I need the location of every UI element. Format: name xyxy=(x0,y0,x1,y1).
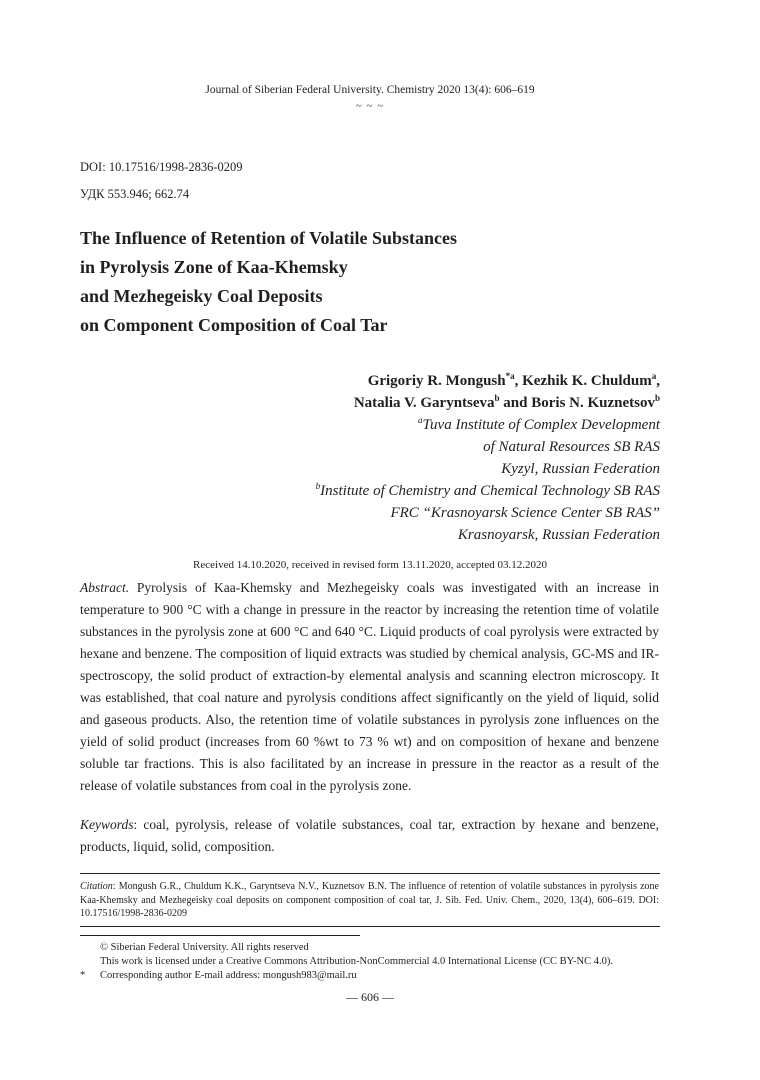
keywords-label: Keywords xyxy=(80,817,134,832)
author-affiliation-mark: a xyxy=(651,371,657,381)
keywords xyxy=(80,814,659,858)
affiliation-b-line: Krasnoyarsk, Russian Federation xyxy=(457,527,660,543)
authors-line-2: Natalia V. Garyntseva$^b$ and Boris N. Kuznetsov$^b$ xyxy=(353,393,660,411)
citation-text: : Mongush G.R., Chuldum K.K., Garyntseva N.V., Kuznetsov B.N. The influence of retention of volatile substances in pyrolysis zone Kaa-Khemsky and Mezhegeisky coal deposits on component composition of coal tar, J. Sib. Fed. Univ. Chem., 2020, 13(4), 606–619. DOI: 10.17516/1998-2836-0209 xyxy=(80,881,659,919)
author-name: Natalia V. Garyntseva xyxy=(353,395,495,411)
abstract-label: Abstract. xyxy=(80,580,130,595)
affiliation-a: $^a$Tuva Institute of Complex Development xyxy=(418,415,660,433)
footnote-rule xyxy=(80,935,360,936)
title-line: on Component Composition of Coal Tar xyxy=(80,315,388,335)
author-name: Kezhik K. Chuldum xyxy=(522,373,652,389)
received-dates: Received 14.10.2020, received in revised form 13.11.2020, accepted 03.12.2020 xyxy=(193,559,547,571)
author-name: Grigoriy R. Mongush xyxy=(367,373,506,389)
udk: УДК 553.946; 662.74 xyxy=(80,187,190,201)
page-number: — 606 — xyxy=(346,990,394,1004)
authors-block xyxy=(316,370,660,546)
citation xyxy=(80,880,659,921)
affiliation-b-line: FRC “Krasnoyarsk Science Center SB RAS” xyxy=(390,505,660,521)
keywords-text: : coal, pyrolysis, release of volatile substances, coal tar, extraction by hexane and benzene, products, liquid, solid, composition. xyxy=(80,817,659,854)
citation-bottom-rule xyxy=(80,926,660,927)
affiliation-b: $^b$Institute of Chemistry and Chemical Technology SB RAS xyxy=(315,481,660,499)
citation-top-rule xyxy=(80,873,660,874)
footnote-corresponding: * Corresponding author E-mail address: mongush983@mail.ru xyxy=(80,970,357,981)
author-affiliation-mark: b xyxy=(494,393,500,403)
author-name: Boris N. Kuznetsov xyxy=(531,395,655,411)
affiliation-a-line: Kyzyl, Russian Federation xyxy=(501,461,660,477)
authors-line-1: Grigoriy R. Mongush$^{*a}$, Kezhik K. Chuldum$^a$, xyxy=(367,371,660,389)
journal-header: Journal of Siberian Federal University. Chemistry 2020 13(4): 606–619 xyxy=(205,84,535,96)
author-affiliation-mark: *a xyxy=(505,371,515,381)
footnote-license: This work is licensed under a Creative Commons Attribution-NonCommercial 4.0 International License (CC BY-NC 4.0). xyxy=(100,956,613,967)
header-ornament: ~ ~ ~ xyxy=(355,100,385,112)
footnote-copyright: © Siberian Federal University. All rights reserved xyxy=(100,942,309,953)
abstract-text: Pyrolysis of Kaa-Khemsky and Mezhegeisky coals was investigated with an increase in temperature to 900 °C with a change in pressure in the reactor by increasing the retention time of volatile substances in the pyrolysis zone at 600 °C and 640 °C. Liquid products of coal pyrolysis were extracted by hexane and benzene. The composition of liquid extracts was studied by chemical analysis, GC-MS and IR-spectroscopy, the solid product of extraction-by elemental analysis and scanning electron microscopy. It was established, that coal nature and pyrolysis conditions affect significantly on the yield of liquid, solid and gaseous products. Also, the retention time of volatile substances in pyrolysis zone influences on the yield of solid product (increases from 60 %wt to 73 % wt) and on composition of hexane and benzene soluble tar fractions. This is also facilitated by an increase in pressure in the reactor as a result of the release of volatile substances from coal in the pyrolysis zone. xyxy=(80,580,659,793)
article-title xyxy=(80,224,640,340)
author-affiliation-mark: b xyxy=(654,393,660,403)
title-line: in Pyrolysis Zone of Kaa-Khemsky xyxy=(80,257,348,277)
title-line: The Influence of Retention of Volatile Substances xyxy=(80,228,458,248)
doi: DOI: 10.17516/1998-2836-0209 xyxy=(80,160,243,174)
citation-label: Citation xyxy=(80,881,113,892)
abstract xyxy=(80,577,659,797)
title-line: and Mezhegeisky Coal Deposits xyxy=(80,286,323,306)
affiliation-a-line: of Natural Resources SB RAS xyxy=(483,439,660,455)
